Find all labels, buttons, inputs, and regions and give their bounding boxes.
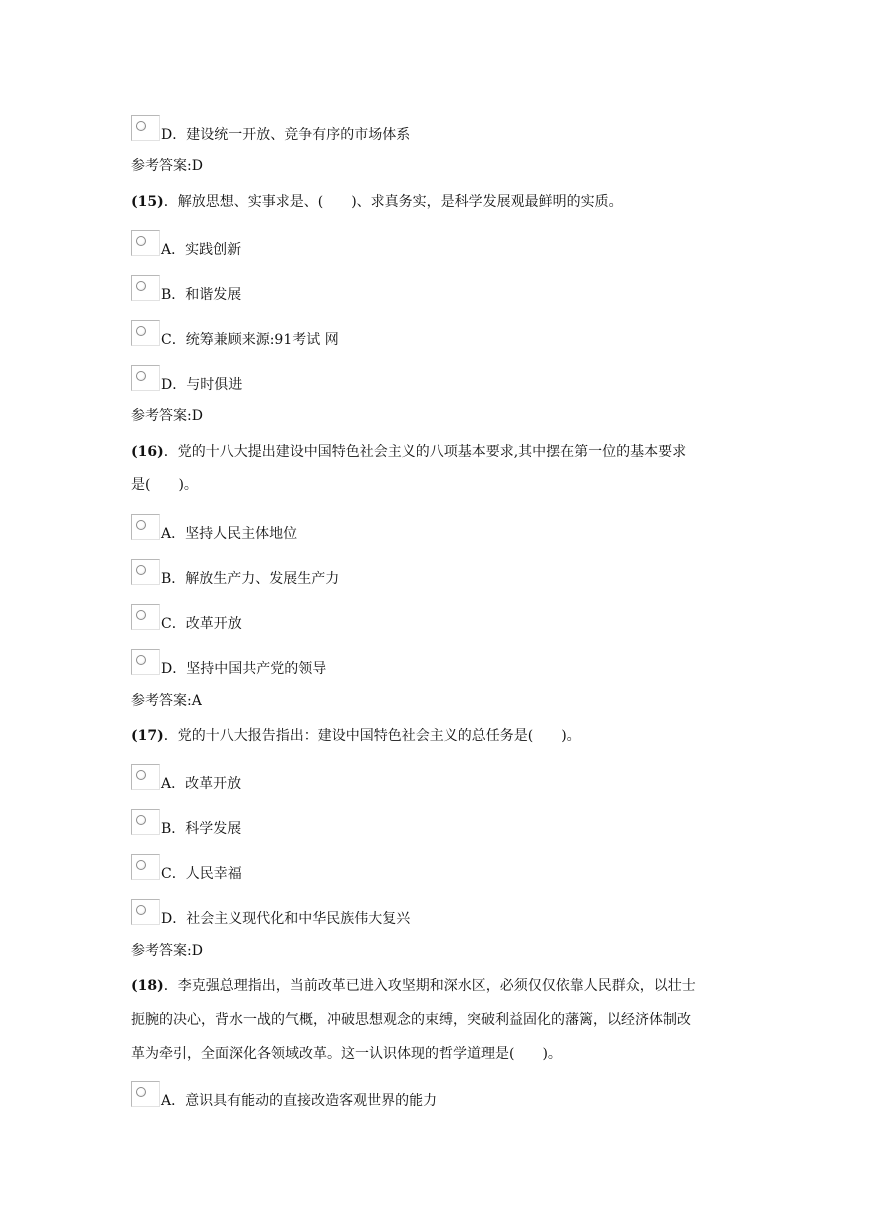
radio-circle-icon [136,371,146,381]
question-text: ．解放思想、实事求是、( )、求真务实，是科学发展观最鲜明的实质。 [163,194,623,210]
reference-answer: 参考答案:D [131,943,203,959]
question-number: (17) [131,728,164,744]
radio-circle-icon [136,610,146,620]
option-row [131,512,297,540]
radio-button[interactable] [131,809,160,835]
option-label: A．改革开放 [161,776,242,792]
radio-button[interactable] [131,854,160,880]
option-label: D．社会主义现代化和中华民族伟大复兴 [161,911,411,927]
option-label: C．改革开放 [161,616,242,632]
question-text: ．李克强总理指出，当前改革已进入攻坚期和深水区，必须仅仅依靠人民群众，以壮士 [163,978,696,994]
radio-circle-icon [136,520,146,530]
radio-button[interactable] [131,764,160,790]
radio-circle-icon [136,326,146,336]
option-label: D．与时俱进 [161,377,243,393]
question-16-stem-cont: 是( )。 [131,477,198,493]
question-17-stem [131,726,581,746]
radio-button[interactable] [131,514,160,540]
option-label: B．科学发展 [161,821,242,837]
radio-circle-icon [136,860,146,870]
radio-circle-icon [136,281,146,291]
radio-circle-icon [136,565,146,575]
question-18-stem [131,976,696,996]
radio-button[interactable] [131,604,160,630]
reference-answer: 参考答案:D [131,158,203,174]
radio-circle-icon [136,121,146,131]
radio-circle-icon [136,905,146,915]
radio-button[interactable] [131,275,160,301]
option-row [131,647,326,675]
option-label: C．统筹兼顾来源:91考试 网 [161,332,339,348]
question-text: ．党的十八大报告指出：建设中国特色社会主义的总任务是( )。 [163,728,581,744]
radio-circle-icon [136,1087,146,1097]
question-text: ．党的十八大提出建设中国特色社会主义的八项基本要求,其中摆在第一位的基本要求 [163,444,687,460]
radio-button[interactable] [131,559,160,585]
radio-button[interactable] [131,320,160,346]
question-15-stem [131,192,623,212]
option-row [131,1079,437,1107]
reference-answer: 参考答案:A [131,693,202,709]
radio-button[interactable] [131,230,160,256]
option-label: B．解放生产力、发展生产力 [161,571,340,587]
option-row [131,228,241,256]
radio-button[interactable] [131,899,160,925]
option-row [131,807,241,835]
option-row [131,363,242,391]
option-row [131,318,339,346]
option-row [131,852,242,880]
option-row [131,557,339,585]
question-number: (16) [131,444,164,460]
question-number: (18) [131,978,164,994]
option-label: D．坚持中国共产党的领导 [161,661,327,677]
reference-answer: 参考答案:D [131,408,203,424]
radio-circle-icon [136,770,146,780]
option-label: B．和谐发展 [161,287,242,303]
option-label: A．实践创新 [161,242,242,258]
option-row [131,113,410,141]
question-18-stem-cont: 扼腕的决心，背水一战的气概，冲破思想观念的束缚，突破利益固化的藩篱，以经济体制改 [131,1012,691,1028]
option-label: A．意识具有能动的直接改造客观世界的能力 [161,1093,438,1109]
option-row [131,273,241,301]
option-label: D．建设统一开放、竞争有序的市场体系 [161,127,411,143]
radio-button[interactable] [131,365,160,391]
option-row [131,897,410,925]
option-label: C．人民幸福 [161,866,242,882]
question-16-stem [131,442,686,462]
option-label: A．坚持人民主体地位 [161,526,298,542]
radio-circle-icon [136,815,146,825]
radio-button[interactable] [131,649,160,675]
radio-button[interactable] [131,1081,160,1107]
radio-circle-icon [136,236,146,246]
question-18-stem-cont: 革为牵引，全面深化各领域改革。这一认识体现的哲学道理是( )。 [131,1046,562,1062]
question-number: (15) [131,194,164,210]
radio-circle-icon [136,655,146,665]
option-row [131,602,242,630]
option-row [131,762,241,790]
radio-button[interactable] [131,115,160,141]
